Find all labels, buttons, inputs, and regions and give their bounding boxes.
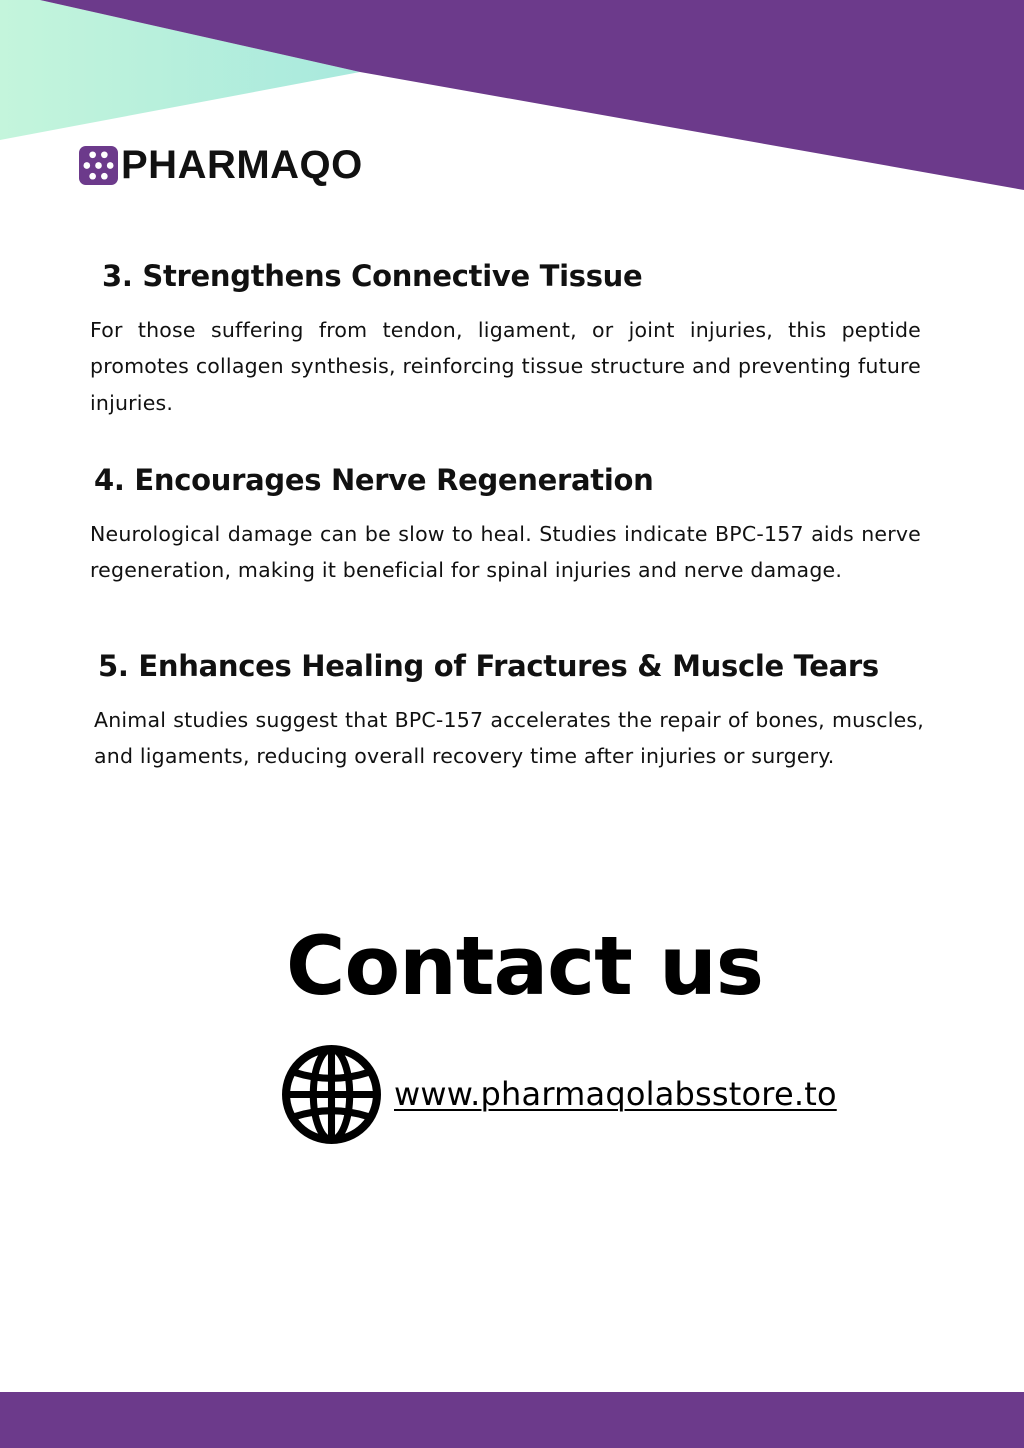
website-link[interactable]: www.pharmaqolabsstore.to <box>394 1075 837 1113</box>
section-body: Neurological damage can be slow to heal. Studies indicate BPC-157 aids nerve regeneration, making it beneficial for spinal injuries and nerve damage. <box>90 522 921 583</box>
benefit-section-nerve-regeneration <box>90 460 921 589</box>
section-heading: 5. Enhances Healing of Fractures & Muscle Tears <box>98 649 879 683</box>
benefit-section-connective-tissue <box>90 256 921 421</box>
section-body: For those suffering from tendon, ligament, or joint injuries, this peptide promotes collagen synthesis, reinforcing tissue structure and preventing future injuries. <box>90 318 921 415</box>
globe-icon <box>281 1044 382 1145</box>
benefit-section-fracture-healing <box>94 646 924 775</box>
section-body: Animal studies suggest that BPC-157 accelerates the repair of bones, muscles, and ligaments, reducing overall recovery time after injuries or surgery. <box>94 708 924 769</box>
section-heading: 3. Strengthens Connective Tissue <box>102 259 643 293</box>
brand-logo <box>79 145 363 185</box>
contact-title: Contact us <box>286 920 763 1014</box>
section-heading: 4. Encourages Nerve Regeneration <box>94 463 654 497</box>
pill-grid-icon <box>79 146 118 185</box>
brand-name: PHARMAQO <box>121 143 363 187</box>
footer-bar <box>0 1392 1024 1448</box>
